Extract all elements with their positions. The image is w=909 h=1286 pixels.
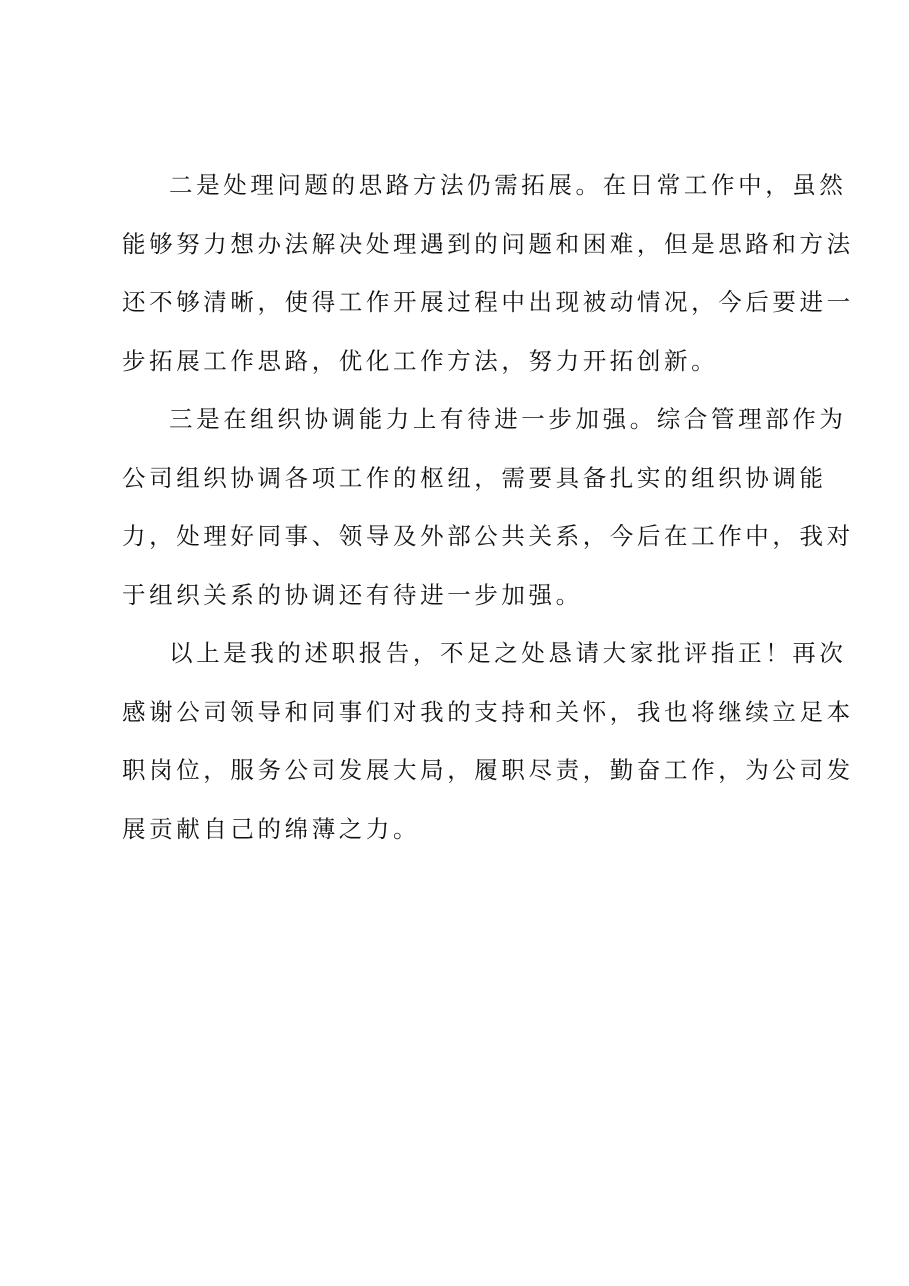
paragraph-thinking-methods — [122, 156, 854, 390]
text-line: 还不够清晰，使得工作开展过程中出现被动情况，今后要进一 — [122, 288, 854, 316]
text-line: 二是处理问题的思路方法仍需拓展。在日常工作中，虽然 — [169, 171, 847, 199]
text-line: 步拓展工作思路，优化工作方法，努力开拓创新。 — [122, 346, 719, 375]
text-line: 职岗位，服务公司发展大局，履职尽责，勤奋工作，为公司发 — [122, 756, 854, 784]
paragraph-coordination — [122, 390, 854, 624]
text-line: 三是在组织协调能力上有待进一步加强。综合管理部作为 — [169, 405, 847, 433]
document-body — [122, 156, 854, 858]
text-line: 能够努力想办法解决处理遇到的问题和困难，但是思路和方法 — [122, 229, 854, 258]
text-line: 感谢公司领导和同事们对我的支持和关怀，我也将继续立足本 — [122, 697, 854, 726]
paragraph-closing — [122, 624, 854, 858]
text-line: 于组织关系的协调还有待进一步加强。 — [122, 580, 583, 609]
text-line: 以上是我的述职报告，不足之处恳请大家批评指正！再次 — [169, 639, 847, 667]
text-line: 公司组织协调各项工作的枢纽，需要具备扎实的组织协调能 — [122, 463, 827, 492]
text-line: 力，处理好同事、领导及外部公共关系，今后在工作中，我对 — [122, 522, 854, 550]
text-line: 展贡献自己的绵薄之力。 — [122, 814, 421, 843]
